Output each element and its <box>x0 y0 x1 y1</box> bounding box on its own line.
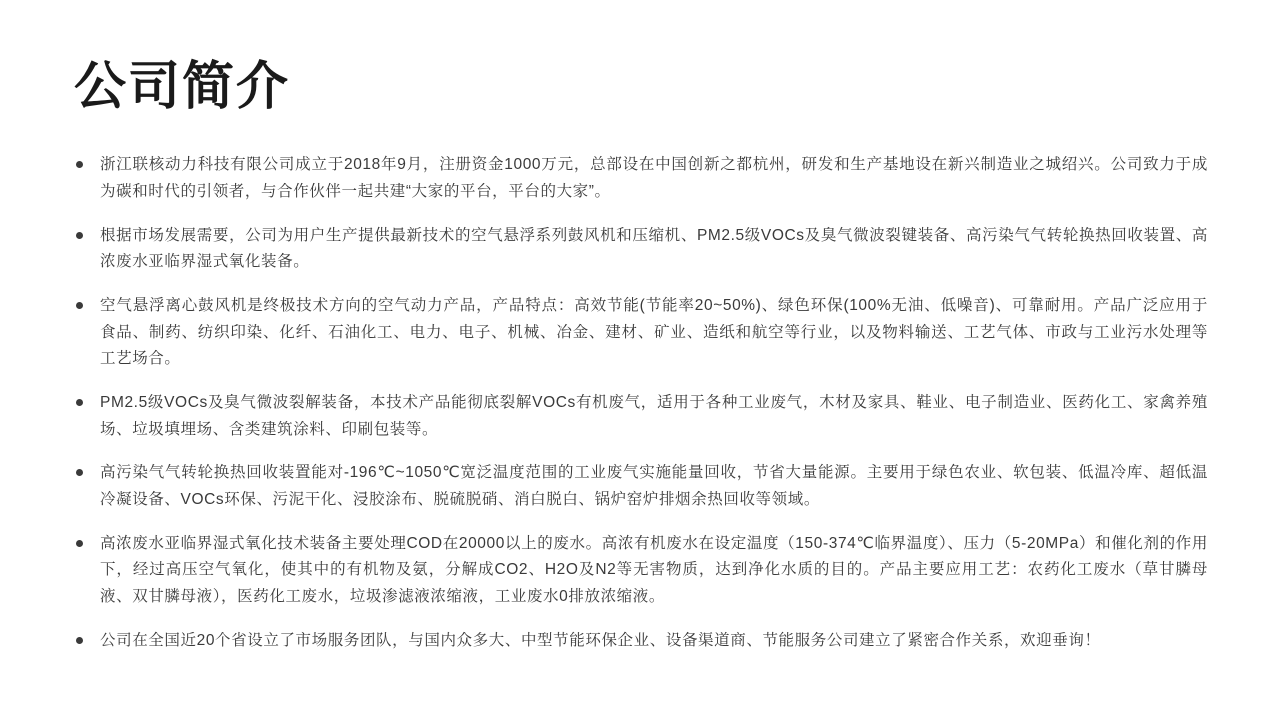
list-item <box>72 293 1208 373</box>
list-item <box>72 390 1208 443</box>
list-item <box>72 152 1208 205</box>
bullet-dot-icon <box>76 302 83 309</box>
list-item <box>72 223 1208 276</box>
bullet-dot-icon <box>76 399 83 406</box>
page-title: 公司简介 <box>74 58 291 116</box>
list-item <box>72 628 1208 655</box>
list-item-text: 空气悬浮离心鼓风机是终极技术方向的空气动力产品，产品特点：高效节能(节能率20~50%)、绿色环保(100%无油、低噪音)、可靠耐用。产品广泛应用于食品、制药、纺织印染、化纤、石油化工、电力、电子、机械、冶金、建材、矿业、造纸和航空等行业，以及物料输送、工艺气体、市政与工业污水处理等工艺场合。 <box>100 297 1208 368</box>
bullet-list <box>72 152 1208 654</box>
bullet-dot-icon <box>76 637 83 644</box>
list-item-text: 浙江联核动力科技有限公司成立于2018年9月，注册资金1000万元，总部设在中国创新之都杭州，研发和生产基地设在新兴制造业之城绍兴。公司致力于成为碳和时代的引领者，与合作伙伴一起共建“大家的平台，平台的大家”。 <box>100 156 1208 201</box>
list-item-text: PM2.5级VOCs及臭气微波裂解装备，本技术产品能彻底裂解VOCs有机废气，适用于各种工业废气，木材及家具、鞋业、电子制造业、医药化工、家禽养殖场、垃圾填埋场、含类建筑涂料、印刷包装等。 <box>100 393 1208 438</box>
list-item-text: 高污染气气转轮换热回收装置能对-196℃~1050℃宽泛温度范围的工业废气实施能量回收，节省大量能源。主要用于绿色农业、软包装、低温冷库、超低温冷凝设备、VOCs环保、污泥干化、浸胶涂布、脱硫脱硝、消白脱白、锅炉窑炉排烟余热回收等领域。 <box>100 464 1208 508</box>
list-item-text: 公司在全国近20个省设立了市场服务团队，与国内众多大、中型节能环保企业、设备渠道商、节能服务公司建立了紧密合作关系，欢迎垂询！ <box>100 631 1101 649</box>
list-item <box>72 531 1208 611</box>
bullet-dot-icon <box>76 469 83 476</box>
list-item-text: 根据市场发展需要，公司为用户生产提供最新技术的空气悬浮系列鼓风机和压缩机、PM2.5级VOCs及臭气微波裂键装备、高污染气气转轮换热回收装置、高浓废水亚临界湿式氧化装备。 <box>100 226 1208 271</box>
bullet-dot-icon <box>76 161 83 168</box>
list-item <box>72 460 1208 513</box>
list-item-text: 高浓废水亚临界湿式氧化技术装备主要处理COD在20000以上的废水。高浓有机废水在设定温度（150-374℃临界温度）、压力（5-20MPa）和催化剂的作用下，经过高压空气氧化，使其中的有机物及氨，分解成CO2、H2O及N2等无害物质，达到净化水质的目的。产品主要应用工艺：农药化工废水（草甘膦母液、双甘膦母液），医药化工废水，垃圾渗滤液浓缩液，工业废水0排放浓缩液。 <box>100 534 1208 605</box>
bullet-dot-icon <box>76 232 83 239</box>
bullet-dot-icon <box>76 540 83 547</box>
